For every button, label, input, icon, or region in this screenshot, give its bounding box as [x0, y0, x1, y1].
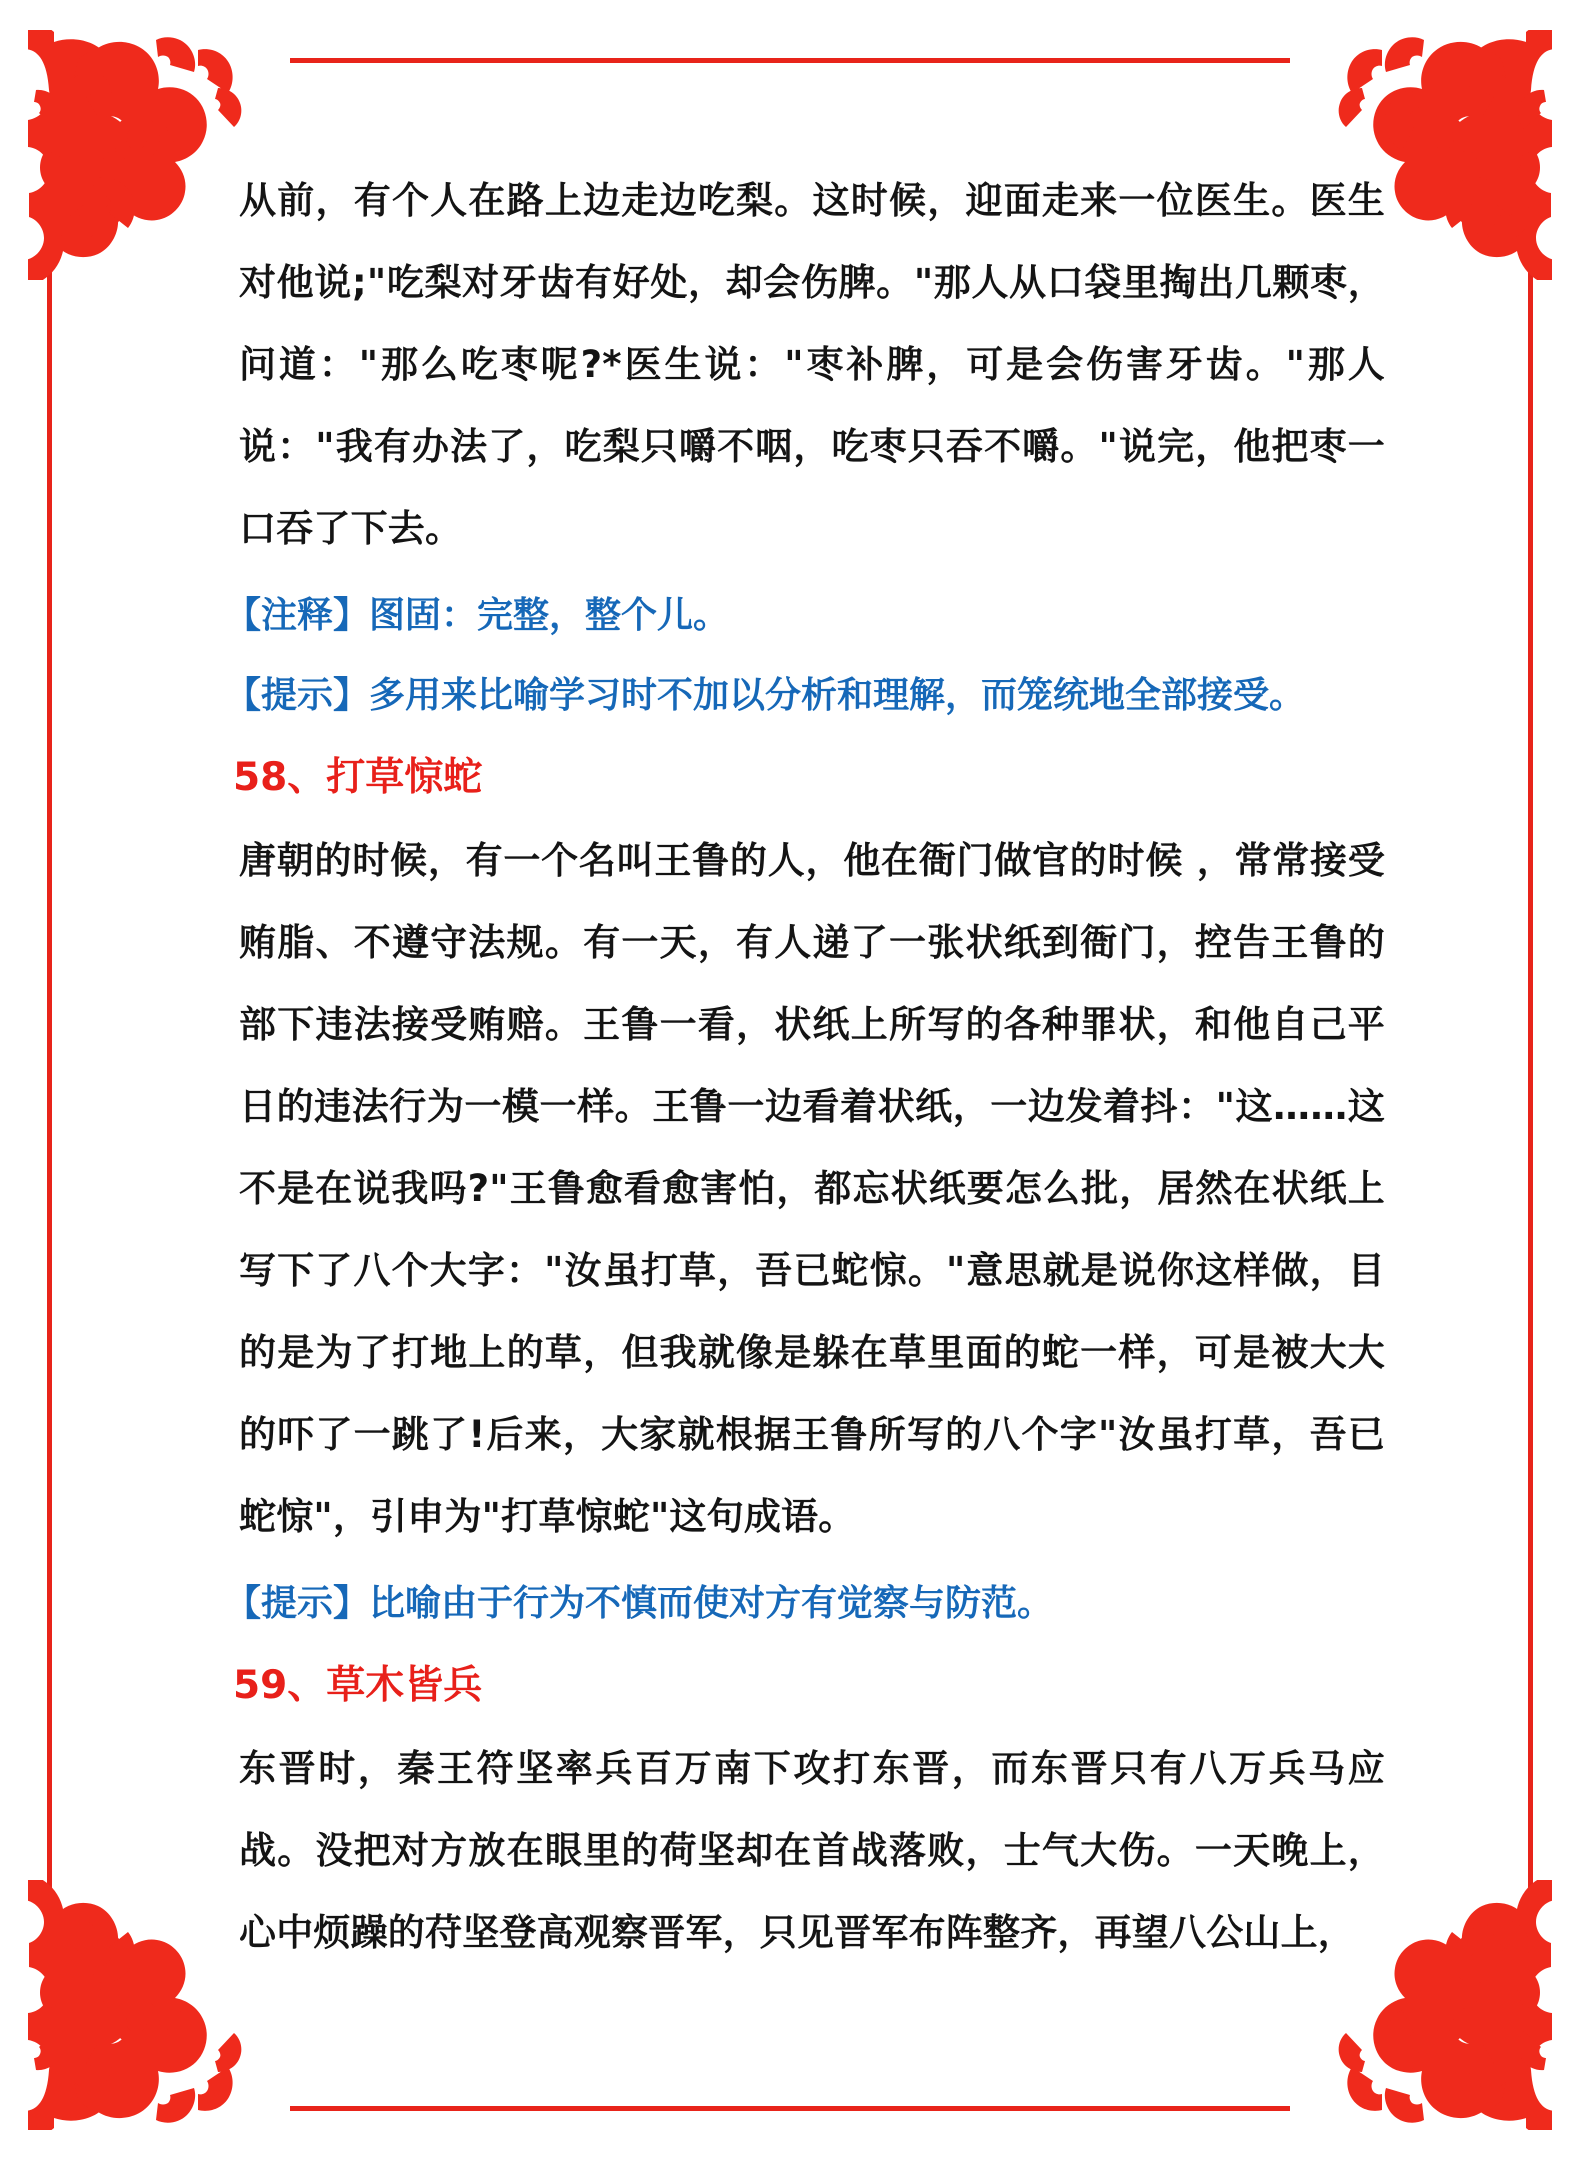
story-58-hint-note: 【提示】比喻由于行为不慎而使对方有觉察与防范。 [225, 1583, 1054, 1624]
story-57-annotation-note: 【注释】图固：完整，整个儿。 [225, 595, 730, 636]
section-heading-58: 58、打草惊蛇 [233, 755, 483, 800]
border-right-rule [1528, 58, 1533, 2111]
border-left-rule [47, 58, 52, 2111]
story-57-hint-note: 【提示】多用来比喻学习时不加以分析和理解，而笼统地全部接受。 [225, 675, 1306, 716]
story-59-body-paragraph: 东晋时，秦王符坚率兵百万南下攻打东晋，而东晋只有八万兵马应战。没把对方放在眼里的荷坚却在首战落败，士气大伤。一天晚上，心中烦躁的苻坚登高观察晋军，只见晋军布阵整齐，再望八公山上， [239, 1747, 1385, 1954]
story-58-body-paragraph: 唐朝的时候，有一个名叫王鲁的人，他在衙门做官的时候 ，常常接受贿脂、不遵守法规。有一天，有人递了一张状纸到衙门，控告王鲁的部下违法接受贿赔。王鲁一看，状纸上所写的各种罪状，和他自己平日的违法行为一模一样。王鲁一边看着状纸，一边发着抖："这……这不是在说我吗?"王鲁愈看愈害怕，都忘状纸要怎么批，居然在状纸上写下了八个大字："汝虽打草，吾已蛇惊。"意思就是说你这样做，目的是为了打地上的草，但我就像是躲在草里面的蛇一样，可是被大大的吓了一跳了!后来，大家就根据王鲁所写的八个字"汝虽打草，吾已蛇惊"，引申为"打草惊蛇"这句成语。 [239, 839, 1385, 1538]
page-content [225, 160, 1385, 1980]
section-heading-59: 59、草木皆兵 [233, 1663, 483, 1708]
story-57-body-paragraph: 从前，有个人在路上边走边吃梨。这时候，迎面走来一位医生。医生对他说;"吃梨对牙齿有好处，却会伤脾。"那人从口袋里掏出几颗枣，问道："那么吃枣呢?*医生说："枣补脾，可是会伤害牙齿。"那人说："我有办法了，吃梨只嚼不咽，吃枣只吞不嚼。"说完，他把枣一口吞了下去。 [239, 179, 1385, 550]
